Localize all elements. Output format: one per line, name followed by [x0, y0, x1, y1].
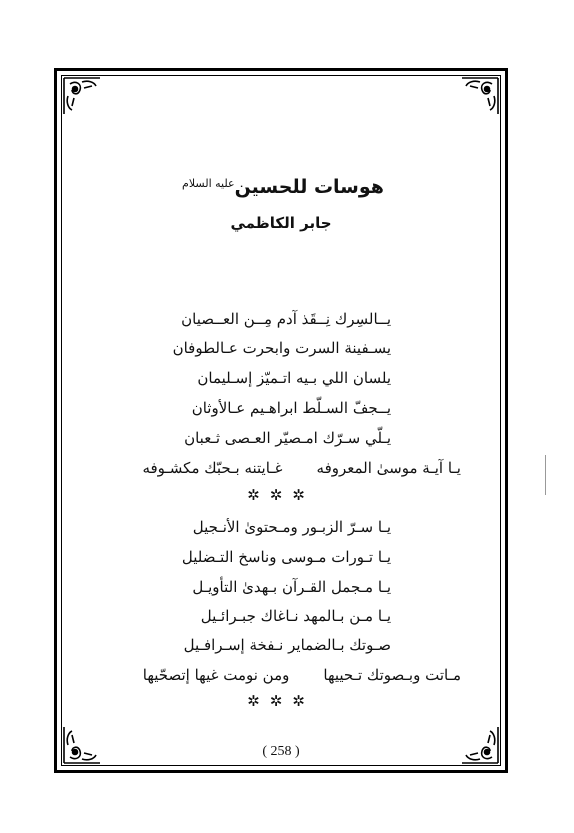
title-text: هوسات للحسين	[234, 176, 384, 198]
poem-closing-line	[143, 665, 461, 685]
hemistich-right: يـا آيـة موسىٰ المعروفه	[316, 459, 461, 477]
poem-line: يــالسِرك نِــقَذ آدم مِــن العــصيان	[181, 310, 391, 328]
hemistich-right: مـاتت وبـصوتك تـحييها	[323, 666, 461, 684]
hemistich-left: غـايتنه بـحبّك مكشـوفه	[142, 459, 283, 477]
poem-line: يلسان اللي بـيه اتـميّز إسـليمان	[197, 369, 391, 387]
corner-ornament-top-right	[460, 76, 500, 116]
poem-line: يـا مـجمل القـرآن بـهدىٰ التأويـل	[192, 578, 391, 596]
hemistich-left: ومن نومت غيها إتصحّيها	[142, 666, 290, 684]
section-separator: ✲✲✲	[247, 692, 315, 710]
poem-line: يـا تـورات مـوسى وناسخ التـضليل	[181, 548, 391, 566]
poem-line: يسـفينة السرت وابحرت عـالطوفان	[172, 339, 391, 357]
section-separator: ✲✲✲	[247, 486, 315, 504]
page-number: ( 258 )	[262, 744, 300, 759]
scan-mark	[545, 455, 546, 495]
corner-ornament-bottom-right	[460, 725, 500, 765]
poem-line: يــجفّ السـلّط ابراهـيم عـالأوثان	[191, 399, 391, 417]
poem-line: صـوتك بـالضماير نـفخة إسـرافـيل	[183, 636, 391, 654]
corner-ornament-bottom-left	[62, 725, 102, 765]
author-name: جابر الكاظمي	[230, 214, 332, 232]
corner-ornament-top-left	[62, 76, 102, 116]
poem-line: يـا سـرّ الزبـور ومـحتوىٰ الأنـجيل	[192, 518, 391, 536]
poem-line: يـلّي سـرّك امـصيّر العـصى ثـعبان	[184, 429, 391, 447]
poem-closing-line	[142, 458, 461, 478]
poem-line: يـا مـن بـالمهد نـاغاك جبـرائـيل	[200, 607, 391, 625]
page-title	[140, 176, 422, 198]
honorific-glyph: عليه السلام	[182, 177, 235, 190]
